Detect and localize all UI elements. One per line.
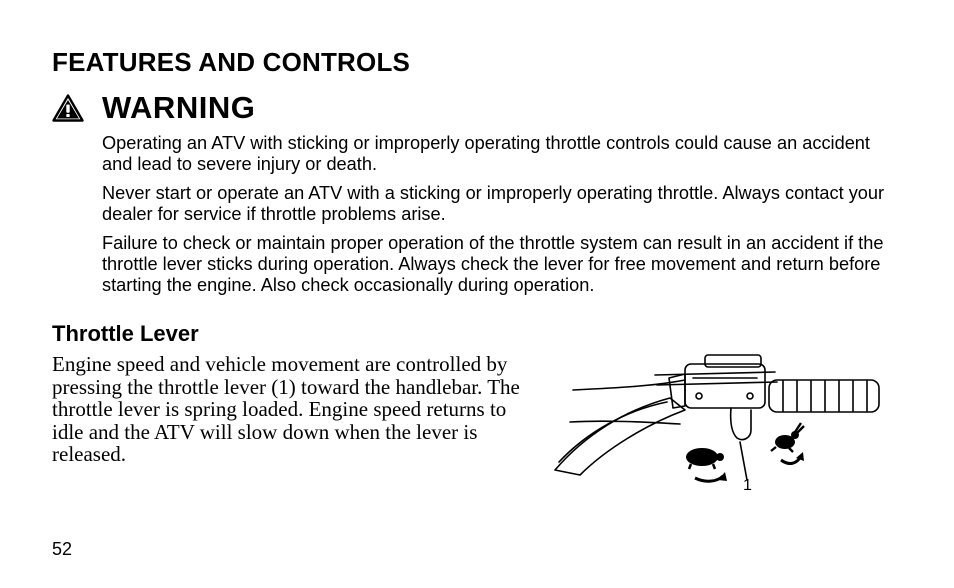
throttle-lever: [731, 408, 751, 440]
handlebar-grip: [769, 380, 879, 412]
fender-shape: [555, 398, 685, 475]
throttle-lever-illustration: [545, 350, 890, 495]
warning-triangle-icon: [52, 94, 84, 122]
subsection-title: Throttle Lever: [52, 321, 199, 346]
curved-arrow-icon: [695, 476, 723, 481]
turtle-icon: [686, 448, 724, 469]
section-title: FEATURES AND CONTROLS: [52, 47, 411, 77]
warning-title: WARNING: [102, 90, 256, 125]
rabbit-icon: [771, 423, 804, 452]
throttle-housing: [685, 364, 765, 408]
warning-paragraph: Operating an ATV with sticking or improperly operating throttle controls could cause an accident and lead to severe injury or death.: [102, 133, 870, 174]
callout-label: 1: [743, 477, 752, 494]
page-number: 52: [52, 539, 73, 559]
warning-paragraph: Never start or operate an ATV with a sticking or improperly operating throttle. Always contact your dealer for service if throttle problems arise.: [102, 183, 885, 224]
warning-paragraph: Failure to check or maintain proper operation of the throttle system can result in an accident if the throttle lever sticks during operation. Always check the lever for free movement and return before starting the engine. Also check occasionally during operation.: [102, 233, 884, 295]
body-paragraph: Engine speed and vehicle movement are controlled by pressing the throttle lever (1) toward the handlebar. The throttle lever is spring loaded. Engine speed returns to idle and the ATV will slow down when the lever is released.: [52, 352, 520, 466]
warning-heading: [52, 88, 255, 128]
